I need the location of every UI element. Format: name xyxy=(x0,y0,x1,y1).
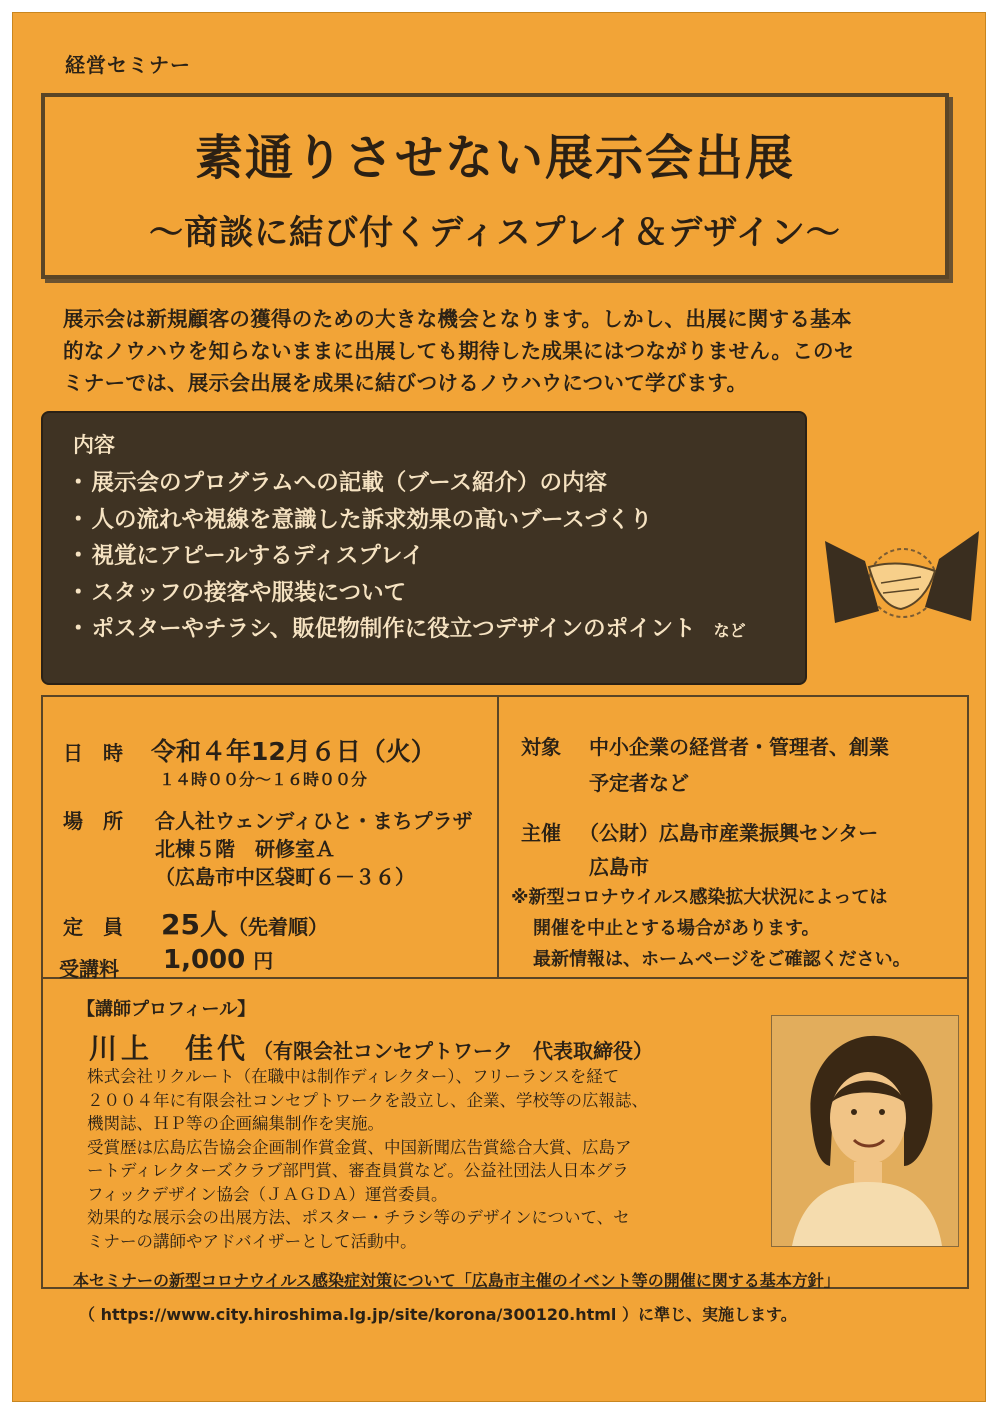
target-line: 中小企業の経営者・管理者、創業 xyxy=(589,735,889,759)
list-item-text: 展示会のプログラムへの記載（ブース紹介）の内容 xyxy=(91,470,607,496)
footer-url-line: （ https://www.city.hiroshima.lg.jp/site/korona/300120.html ）に準じ、実施します。 xyxy=(79,1305,797,1324)
contents-title: 内容 xyxy=(73,433,115,457)
bio-line: ートディレクターズクラブ部門賞、審査員賞など。公益社団法人日本グラ xyxy=(87,1161,629,1180)
host-label: 主催 xyxy=(521,821,561,845)
intro-line: 展示会は新規顧客の獲得のための大きな機会となります。しかし、出展に関する基本 xyxy=(63,307,852,331)
bio-line: ２００４年に有限会社コンセプトワークを設立し、企業、学校等の広報誌、 xyxy=(87,1090,648,1110)
fee-unit: 円 xyxy=(253,949,274,973)
list-item xyxy=(67,465,746,502)
list-item-text: 視覚にアピールするディスプレイ xyxy=(91,543,424,569)
bio-line: 株式会社リクルート（在職中は制作ディレクター）、フリーランスを経て xyxy=(87,1067,620,1086)
host-line: （公財）広島市産業振興センター xyxy=(579,821,879,845)
eyebrow: 経営セミナー xyxy=(65,53,191,77)
intro-line: ミナーでは、展示会出展を成果に結びつけるノウハウについて学びます。 xyxy=(63,371,748,395)
handshake-icon xyxy=(821,511,983,639)
bullet-mark: ・ xyxy=(67,470,90,496)
flyer xyxy=(12,12,986,1402)
list-item xyxy=(67,575,746,612)
capacity-label: 定 員 xyxy=(63,915,123,939)
footer-line: 本セミナーの新型コロナウイルス感染症対策について「広島市主催のイベント等の開催に関する基本方針」 xyxy=(73,1271,840,1290)
notice-line: ※新型コロナウイルス感染拡大状況によっては xyxy=(511,887,888,908)
bio-line: 受賞歴は広島広告協会企画制作賞金賞、中国新聞広告賞総合大賞、広島ア xyxy=(87,1137,632,1157)
place-line: 合人社ウェンディひと・まちプラザ xyxy=(155,809,473,833)
divider xyxy=(497,697,499,977)
bullet-mark: ・ xyxy=(67,579,90,606)
divider xyxy=(43,977,967,979)
contents-box xyxy=(41,411,807,685)
place-line: （広島市中区袋町６－３６） xyxy=(155,865,415,889)
list-etc: など xyxy=(713,621,746,640)
details-box xyxy=(41,695,969,1289)
profile-heading: 【講師プロフィール】 xyxy=(77,999,256,1020)
date-label: 日 時 xyxy=(63,741,123,765)
target-label: 対象 xyxy=(521,735,561,759)
list-item-text: ポスターやチラシ、販促物制作に役立つデザインのポイント xyxy=(91,616,696,642)
target-line: 予定者など xyxy=(589,771,689,795)
bullet-mark: ・ xyxy=(67,506,90,533)
capacity-number: 25人 xyxy=(161,908,228,941)
page-subtitle: ～商談に結び付くディスプレイ＆デザイン～ xyxy=(149,213,841,253)
capacity-note: （先着順） xyxy=(227,915,328,939)
fee-label: 受講料 xyxy=(59,957,119,981)
place-line: 北棟５階 研修室Ａ xyxy=(155,837,335,861)
time-value: １４時００分～１６時００分 xyxy=(159,770,368,789)
list-item-text: スタッフの接客や服装について xyxy=(91,579,407,606)
list-item-text: 人の流れや視線を意識した訴求効果の高いブースづくり xyxy=(91,506,653,533)
title-box xyxy=(41,93,949,279)
intro-line: 的なノウハウを知らないままに出展しても期待した成果にはつながりません。このセ xyxy=(63,339,855,363)
page-title: 素通りさせない展示会出展 xyxy=(194,130,795,186)
contents-list xyxy=(67,465,746,648)
place-label: 場 所 xyxy=(63,809,123,833)
list-item xyxy=(67,502,746,539)
list-item xyxy=(67,538,746,575)
bio-line: フィックデザイン協会（ＪＡＧＤＡ）運営委員。 xyxy=(87,1184,448,1204)
intro-text xyxy=(63,303,953,399)
bio-line: ミナーの講師やアドバイザーとして活動中。 xyxy=(87,1231,417,1251)
list-item xyxy=(67,611,746,648)
host-line: 広島市 xyxy=(589,855,649,879)
bullet-mark: ・ xyxy=(67,543,90,569)
notice-line: 開催を中止とする場合があります。 xyxy=(533,918,820,939)
bullet-mark: ・ xyxy=(67,616,90,642)
lecturer-role: （有限会社コンセプトワーク 代表取締役） xyxy=(253,1039,653,1063)
lecturer-photo xyxy=(771,1015,959,1247)
capacity-value xyxy=(161,903,328,943)
date-value: 令和４年12月６日（火） xyxy=(151,737,436,766)
lecturer-name: 川上 佳代 xyxy=(89,1032,250,1065)
fee-value xyxy=(163,945,273,975)
bio-line: 機関誌、ＨＰ等の企画編集制作を実施。 xyxy=(87,1114,384,1133)
lecturer-bio xyxy=(87,1065,787,1253)
fee-amount: 1,000 xyxy=(163,945,246,975)
bio-line: 効果的な展示会の出展方法、ポスター・チラシ等のデザインについて、セ xyxy=(87,1208,630,1227)
notice-line: 最新情報は、ホームページをご確認ください。 xyxy=(533,949,911,970)
